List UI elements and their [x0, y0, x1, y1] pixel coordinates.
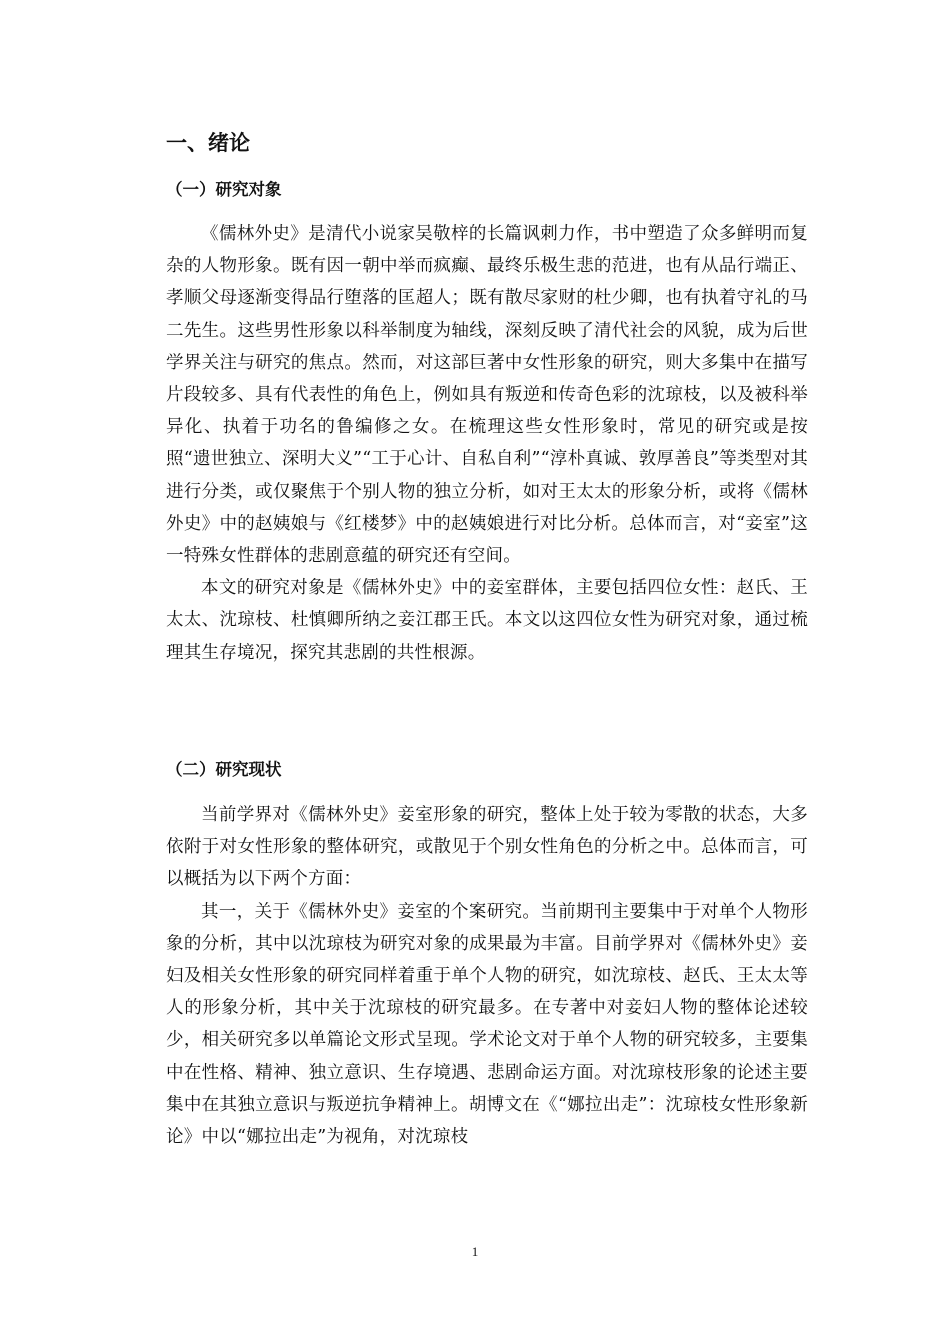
body-paragraph: 本文的研究对象是《儒林外史》中的妾室群体，主要包括四位女性：赵氏、王太太、沈琼枝、杜慎卿所纳之妾江郡王氏。本文以这四位女性为研究对象，通过梳理其生存境况，探究其悲剧的共性根源。 [166, 578, 808, 663]
body-paragraph: 其一，关于《儒林外史》妾室的个案研究。当前期刊主要集中于对单个人物形象的分析，其中以沈琼枝为研究对象的成果最为丰富。目前学界对《儒林外史》妾妇及相关女性形象的研究同样着重于单个人物的研究，如沈琼枝、赵氏、王太太等人的形象分析，其中关于沈琼枝的研究最多。在专著中对妾妇人物的整体论述较少，相关研究多以单篇论文形式呈现。学术论文对于单个人物的研究较多，主要集中在性格、精神、独立意识、生存境遇、悲剧命运方面。对沈琼枝形象的论述主要集中在其独立意识与叛逆抗争精神上。胡博文在《“娜拉出走”：沈琼枝女性形象新论》中以“娜拉出走”为视角，对沈琼枝 [166, 901, 808, 1148]
section-heading-research-status: （二）研究现状 [166, 760, 282, 779]
body-paragraph: 当前学界对《儒林外史》妾室形象的研究，整体上处于较为零散的状态，大多依附于对女性形象的整体研究，或散见于个别女性角色的分析之中。总体而言，可以概括为以下两个方面： [166, 805, 808, 890]
section-heading-research-object: （一）研究对象 [166, 180, 282, 199]
section-research-object-body [166, 218, 808, 669]
chapter-heading: 一、绪论 [166, 131, 250, 155]
page-number: 1 [471, 1244, 479, 1259]
section-research-status-body [166, 799, 808, 1153]
body-paragraph: 《儒林外史》是清代小说家吴敬梓的长篇讽刺力作，书中塑造了众多鲜明而复杂的人物形象。既有因一朝中举而疯癫、最终乐极生悲的范进，也有从品行端正、孝顺父母逐渐变得品行堕落的匡超人；既有散尽家财的杜少卿，也有执着守礼的马二先生。这些男性形象以科举制度为轴线，深刻反映了清代社会的风貌，成为后世学界关注与研究的焦点。然而，对这部巨著中女性形象的研究，则大多集中在描写片段较多、具有代表性的角色上，例如具有叛逆和传奇色彩的沈琼枝，以及被科举异化、执着于功名的鲁编修之女。在梳理这些女性形象时，常见的研究或是按照“遗世独立、深明大义”“工于心计、自私自利”“淳朴真诚、敦厚善良”等类型对其进行分类，或仅聚焦于个别人物的独立分析，如对王太太的形象分析，或将《儒林外史》中的赵姨娘与《红楼梦》中的赵姨娘进行对比分析。总体而言，对“妾室”这一特殊女性群体的悲剧意蕴的研究还有空间。 [166, 224, 808, 567]
